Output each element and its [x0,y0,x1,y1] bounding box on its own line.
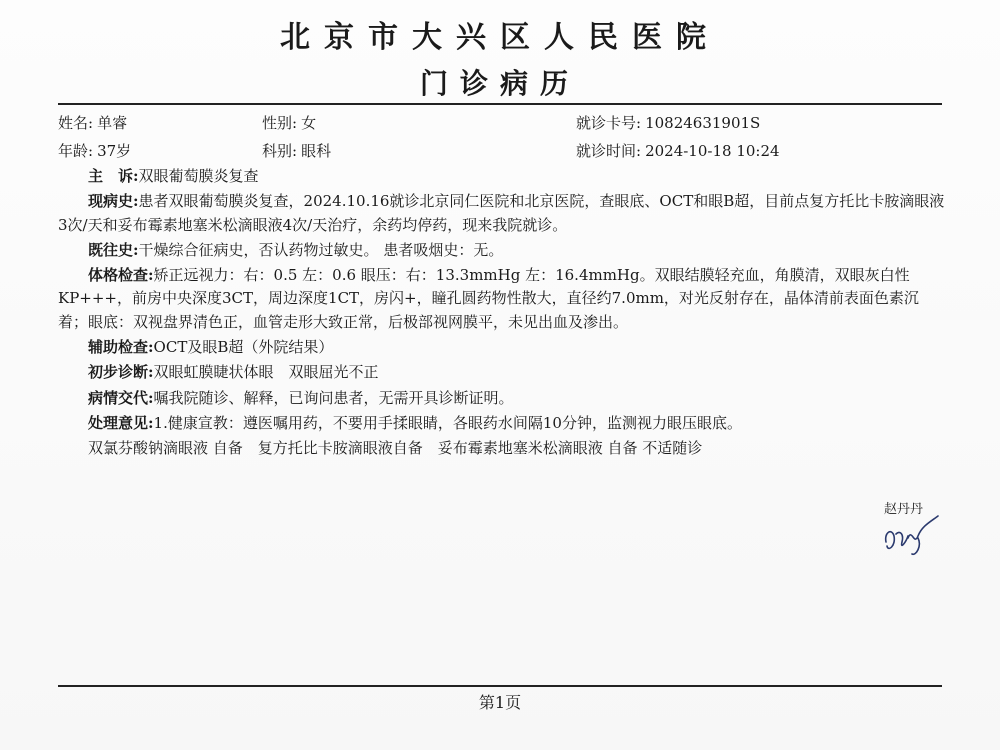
patient-gender: 女 [301,114,317,132]
complaint-text: 双眼葡萄膜炎复查 [138,167,259,185]
complaint-label: 主 诉: [88,167,139,185]
doctor-signature [878,498,948,558]
note-text: 嘱我院随诊、解释，已询问患者，无需开具诊断证明。 [153,388,514,407]
present-text: 患者双眼葡萄膜炎复查，2024.10.16就诊北京同仁医院和北京医院，查眼底、OCT和眼B超，目前点复方托比卡胺滴眼液3次/天和妥布霉素地塞米松滴眼液4次/天治疗，余药均停药，现来我院就诊。 [58,192,945,234]
plan-label: 处理意见: [88,413,154,432]
page-number: 第1页 [478,693,522,712]
patient-name-row [58,112,127,133]
department-row [262,140,331,161]
visit-time: 2024-10-18 10:24 [645,142,780,160]
patient-gender-row [262,112,316,133]
visit-time-row [576,140,780,161]
auxiliary-exam [58,336,948,359]
exam-label: 体格检查: [88,266,154,285]
aux-label: 辅助检查: [88,338,154,357]
treatment-plan [58,412,948,435]
record-body [58,165,948,463]
plan-text: 1.健康宣教：遵医嘱用药，不要用手揉眼睛，各眼药水间隔10分钟，监测视力眼压眼底。 [153,413,742,432]
condition-note [58,387,948,410]
past-text: 干燥综合征病史，否认药物过敏史。 患者吸烟史：无。 [138,240,504,259]
card-number: 10824631901S [645,114,761,132]
header-divider [58,103,942,105]
dept-label: 科别: [262,142,298,160]
present-illness [58,190,948,237]
patient-age: 37岁 [97,142,132,160]
handwritten-signature-icon [878,512,948,558]
card-label: 就诊卡号: [576,114,642,132]
past-label: 既往史: [88,240,139,259]
medication-list [58,437,948,460]
present-label: 现病史: [88,192,139,211]
note-label: 病情交代: [88,388,154,407]
patient-name: 单睿 [97,114,128,132]
exam-text: 矫正远视力：右：0.5 左：0.6 眼压：右：13.3mmHg 左：16.4mmHg。双眼结膜轻充血，角膜清，双眼灰白性KP+++，前房中央深度3CT，周边深度1CT，房闪+，瞳孔圆药物性散大，直径约7.0mm，对光反射存在，晶体清前表面色素沉着；眼底：双视盘界清色正，血管走形大致正常，后极部视网膜平，未见出血及渗出。 [58,266,919,331]
patient-age-row [58,140,131,161]
medication-text: 双氯芬酸钠滴眼液 自备 复方托比卡胺滴眼液自备 妥布霉素地塞米松滴眼液 自备 不适随诊 [88,439,703,458]
physical-exam [58,264,948,334]
doctor-name: 赵丹丹 [884,502,924,517]
gender-label: 性别: [262,114,298,132]
department: 眼科 [301,142,332,160]
name-label: 姓名: [58,114,94,132]
aux-text: OCT及眼B超（外院结果） [153,338,334,357]
time-label: 就诊时间: [576,142,642,160]
diag-text: 双眼虹膜睫状体眼 双眼屈光不正 [153,363,379,382]
diag-label: 初步诊断: [88,363,154,382]
document-title: 门诊病历 [419,67,580,100]
age-label: 年龄: [58,142,94,160]
chief-complaint [58,165,948,188]
past-history [58,239,948,262]
card-number-row [576,112,760,133]
hospital-name: 北京市大兴区人民医院 [280,20,720,55]
preliminary-diagnosis [58,361,948,384]
footer-divider [58,685,942,687]
